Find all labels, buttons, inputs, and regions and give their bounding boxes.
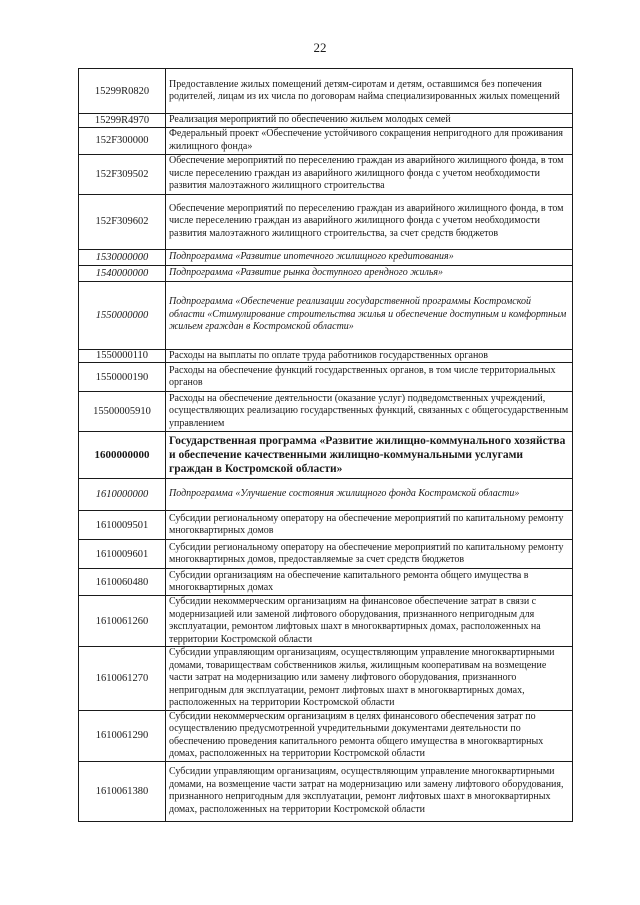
table-row <box>79 761 573 821</box>
table-row <box>79 194 573 249</box>
classification-code: 1610061260 <box>79 596 166 647</box>
table-row <box>79 127 573 154</box>
classification-description: Подпрограмма «Развитие ипотечного жилищного кредитования» <box>166 249 573 265</box>
table-row <box>79 511 573 540</box>
budget-classification-table <box>78 68 573 822</box>
classification-code: 1610000000 <box>79 479 166 511</box>
classification-code: 15299R0820 <box>79 69 166 114</box>
table-row <box>79 432 573 479</box>
classification-code: 1610009601 <box>79 540 166 569</box>
classification-code: 1610061380 <box>79 761 166 821</box>
classification-code: 1540000000 <box>79 265 166 281</box>
classification-description: Реализация мероприятий по обеспечению жильем молодых семей <box>166 114 573 128</box>
classification-code: 152F309602 <box>79 194 166 249</box>
classification-code: 152F309502 <box>79 154 166 194</box>
table-row <box>79 479 573 511</box>
classification-code: 1550000000 <box>79 281 166 349</box>
table-row <box>79 265 573 281</box>
table-row <box>79 69 573 114</box>
classification-description: Государственная программа «Развитие жилищно-коммунального хозяйства и обеспечение качественными жилищно-коммунальными услугами граждан в Костромской области» <box>166 432 573 479</box>
classification-code: 15299R4970 <box>79 114 166 128</box>
classification-code: 152F300000 <box>79 127 166 154</box>
classification-description: Обеспечение мероприятий по переселению граждан из аварийного жилищного фонда, в том числе переселению граждан из аварийного жилищного фонда с учетом необходимости развития малоэтажного жилищного строительства, за счет средств бюджетов <box>166 194 573 249</box>
classification-description: Субсидии некоммерческим организациям на финансовое обеспечение затрат в связи с модернизацией или заменой лифтового оборудования, признанного непригодным для эксплуатации, ремонтом лифтовых шахт в многоквартирных домах, расположенных на территории Костромской области <box>166 596 573 647</box>
table-row <box>79 647 573 711</box>
classification-code: 1610009501 <box>79 511 166 540</box>
table-row <box>79 249 573 265</box>
classification-description: Подпрограмма «Улучшение состояния жилищного фонда Костромской области» <box>166 479 573 511</box>
classification-description: Субсидии организациям на обеспечение капитального ремонта общего имущества в многоквартирных домах <box>166 569 573 596</box>
page-number: 22 <box>313 40 327 55</box>
table-row <box>79 710 573 761</box>
classification-description: Субсидии управляющим организациям, осуществляющим управление многоквартирными домами, товариществам собственников жилья, жилищным кооперативам на возмещение части затрат на модернизацию или замену лифтового оборудования, признанного непригодным для эксплуатации, ремонт лифтовых шахт в многоквартирных домах, расположенных на территории Костромской области <box>166 647 573 711</box>
table-row <box>79 114 573 128</box>
table-row <box>79 392 573 432</box>
table-row <box>79 154 573 194</box>
classification-code: 1610060480 <box>79 569 166 596</box>
table-row <box>79 363 573 392</box>
classification-code: 15500005910 <box>79 392 166 432</box>
classification-description: Субсидии управляющим организациям, осуществляющим управление многоквартирными домами, на возмещение части затрат на модернизацию или замену лифтового оборудования, признанного непригодным для эксплуатации, ремонт лифтовых шахт в многоквартирных домах, расположенных на территории Костромской области <box>166 761 573 821</box>
classification-description: Подпрограмма «Обеспечение реализации государственной программы Костромской области «Стимулирование строительства жилья и обеспечение доступным и комфортным жильем граждан в Костромской области» <box>166 281 573 349</box>
classification-description: Расходы на обеспечение деятельности (оказание услуг) подведомственных учреждений, осуществляющих реализацию государственных функций, связанных с общегосударственным управлением <box>166 392 573 432</box>
classification-code: 1550000110 <box>79 349 166 363</box>
table-row <box>79 281 573 349</box>
classification-description: Предоставление жилых помещений детям-сиротам и детям, оставшимся без попечения родителей, лицам из их числа по договорам найма специализированных жилых помещений <box>166 69 573 114</box>
table-row <box>79 596 573 647</box>
classification-description: Субсидии некоммерческим организациям в целях финансового обеспечения затрат по осуществлению предусмотренной учредительными документами деятельности по обеспечению проведения капитального ремонта общего имущества в многоквартирных домах, расположенных на территории Костромской области <box>166 710 573 761</box>
classification-description: Расходы на обеспечение функций государственных органов, в том числе территориальных органов <box>166 363 573 392</box>
classification-code: 1610061270 <box>79 647 166 711</box>
classification-description: Подпрограмма «Развитие рынка доступного арендного жилья» <box>166 265 573 281</box>
classification-code: 1550000190 <box>79 363 166 392</box>
table-row <box>79 569 573 596</box>
classification-description: Федеральный проект «Обеспечение устойчивого сокращения непригодного для проживания жилищного фонда» <box>166 127 573 154</box>
classification-description: Субсидии региональному оператору на обеспечение мероприятий по капитальному ремонту многоквартирных домов <box>166 511 573 540</box>
classification-code: 1600000000 <box>79 432 166 479</box>
classification-description: Расходы на выплаты по оплате труда работников государственных органов <box>166 349 573 363</box>
classification-code: 1530000000 <box>79 249 166 265</box>
table-row <box>79 540 573 569</box>
classification-code: 1610061290 <box>79 710 166 761</box>
table-row <box>79 349 573 363</box>
classification-description: Субсидии региональному оператору на обеспечение мероприятий по капитальному ремонту многоквартирных домов, предоставляемые за счет средств бюджетов <box>166 540 573 569</box>
classification-description: Обеспечение мероприятий по переселению граждан из аварийного жилищного фонда, в том числе переселению граждан из аварийного жилищного фонда с учетом необходимости развития малоэтажного жилищного строительства <box>166 154 573 194</box>
